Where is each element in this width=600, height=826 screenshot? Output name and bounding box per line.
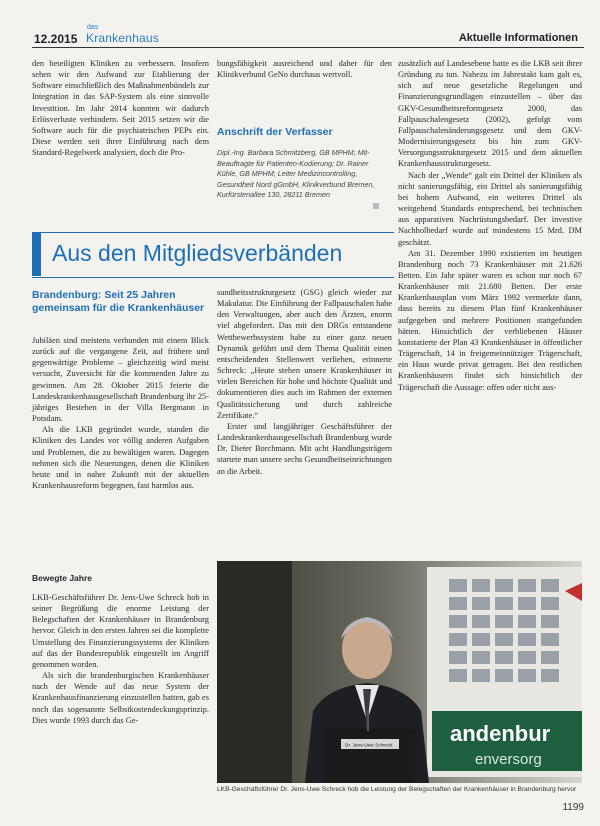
end-marker [373, 203, 379, 209]
section-label: Aktuelle Informationen [458, 32, 578, 44]
paragraph: zusätzlich auf Landesebene hatte es die LKB seit ihrer Gründung zu tun. Nahezu im Jahrestakt kam galt es, sich auf neue gesetzliche Regelungen und Finanzierungsgrundlagen einzustellen – über das GKV-Gesundheitsreformgesetz 2000, das Fallpauschalengesetz (2002), gefolgt vom Fallpauschalenänderungsgesetz und dem GKV-Modernisierungsgesetz bis hin zum GKV-Versorgungsstrukturgesetz 2015 und dem aktuellen Krankenhausstrukturgesetz. [398, 59, 582, 169]
paragraph: Als sich die brandenburgischen Krankenhäuser nach der Wende auf das neue System der Krankenhausfinanzierung einzustellen hatten, gab es noch das sogenannte Selbstkostendeckungsprinzip. Dies wurde 1993 durch das Ge- [32, 671, 209, 725]
header-divider [32, 47, 584, 48]
nameplate: Dr. Jens-Uwe Schreck [345, 743, 393, 749]
author-address: Dipl.-Ing. Barbara Schmitzberg, GB MPHM; Mit-Beauftragte für Patienten-Kodierung; Dr. Rainer Kühle, GB MPHM; Leiter Medizincontrolling, Gesundheit Nord gGmbH, Klinikverbund Bremen, Kurfürstenallee 130, 28211 Bremen [217, 148, 375, 200]
paragraph: Erster und langjähriger Geschäftsführer der Landeskrankenhausgesellschaft Brandenburg wurde Dr. Dieter Borchmann. Mit acht Handlungsträgern startete man unsere sechs Gesundheitseinrichtungen an die Arbeit. [217, 421, 392, 476]
subheading: Bewegte Jahre [32, 573, 92, 583]
author-heading: Anschrift der Verfasser [217, 126, 333, 138]
article-title: Brandenburg: Seit 25 Jahren gemeinsam für die Krankenhäuser [32, 289, 205, 314]
previous-article-col1 [32, 58, 209, 158]
paragraph: LKB-Geschäftsführer Dr. Jens-Uwe Schreck hob in seiner Begrüßung die enorme Leistung der Belegschaften der Krankenhäuser in Brandenburg hervor. Gleich in den ersten Jahren sei die komplette Umstellung des Finanzierungssystems der Kliniken auf das der Bundesrepublik eingestellt im Angriff genommen worden. [32, 593, 209, 669]
paragraph: Als die LKB gegründet wurde, standen die Kliniken des Landes vor völlig anderen Aufgaben und Problemen, die zu bewältigen waren. Dagegen nehmen sich die Neuerungen, denen die Kliniken heute und in naher Zukunft mit der aktuellen Krankenhausreform begegnen, fast harmlos aus. [32, 425, 209, 491]
article-col3 [398, 58, 582, 393]
paragraph: sundheitsstrukturgesetz (GSG) gleich wieder zur Makulatur. Die Einführung der Fallpauschalen habe den Verwaltungen, aber auch den Ärzten, enorm viel abgefordert. Das mit den DRGs entstandene Wettbewerbssystem habe zu einer ganz neuen Dynamik geführt und dem Thema Qualität einen entscheidenden Stellenwert verliehen, erinnerte Schreck: „Heute stehen unsere Krankenhäuser in vielen Bereichen für hohe und höchste Qualität und dokumentieren dies auch im Rahmen der externen Qualitätssicherung und durch zahlreiche Zertifikate.“ [217, 288, 392, 420]
banner-text-2: enversorg [475, 751, 542, 768]
article-col2 [217, 287, 392, 477]
paragraph: bungsfähigkeit ausreichend und daher für den Klinikverbund GeNo durchaus wertvoll. [217, 59, 392, 80]
banner-text: andenbur [450, 721, 551, 746]
logo-prefix: das [87, 24, 99, 31]
photo-caption: LKB-Geschäftsführer Dr. Jens-Uwe Schreck hob die Leistung der Belegschaften der Krankenhäuser in Brandenburg hervor [217, 786, 577, 793]
page-number: 1199 [562, 802, 584, 813]
section-title: Aus den Mitgliedsverbänden [52, 240, 343, 266]
paragraph: Jubiläen sind meistens verbunden mit einem Blick zurück auf die vergangene Zeit, auf frühere und gegenwärtige Probleme – gleichzeitig wird meist versucht, Zuversicht für die kommenden Jahre zu gewinnen. Am 28. Oktober 2015 feierte die Landeskrankenhausgesellschaft Brandenburg ihr 25-jähriges Bestehen in der Villa Bergmann in Potsdam. [32, 336, 209, 424]
paragraph: den beteiligten Kliniken zu verbessern. Insofern sehen wir den Aufwand zur Etablierung der Software einschließlich des Maßnahmenbündels zur Integration in das SAP-System als eine sinnvolle Investition. Im Jahr 2014 konnten wir dadurch Erlösverluste verhindern. Seit 2015 setzen wir die Software auch für die psychiatrischen PEPs ein. Diese werden seit ihrer Einführung nach dem Standard-Regelwerk analysiert, doch die Pro- [32, 59, 209, 158]
paragraph: Nach der „Wende“ galt ein Drittel der Kliniken als nicht sanierungsfähig, ein Drittel als sanierungsfähig bei hohem Aufwand, ein weiteres Drittel als weitgehend Standards entsprechend, bei technischen aus apparativen Nachrüstungsbedarf. Der investive Nachholbedarf wurde auf mindestens 15 Mrd. DM geschätzt. [398, 170, 582, 247]
paragraph: Am 31. Dezember 1990 existierten im heutigen Brandenburg noch 73 Krankenhäuser mit 21.626 Betten. Ein Jahr später waren es schon nur noch 67 Krankenhäuser mit 21.680 Betten. Der erste Krankenhausplan vom März 1992 vermerkte dann, dass bereits zu diesem Plan fünf Krankenhäuser aufgegeben und mehrere Positionen stattgefunden hätten. Hinsichtlich der verbliebenen Häuser konstatierte der Plan 43 Krankenhäuser in öffentlicher Trägerschaft, 14 in freigemeinnütziger Trägerschaft, ein Haus wurde privat getragen. Bei den restlichen Krankenhäusern findet sich hinsichtlich der Trägerschaft die Aussage: offen oder nicht aus- [398, 248, 582, 392]
article-col1 [32, 335, 209, 491]
section-banner-accent [32, 232, 41, 276]
issue-date: 12.2015 [34, 32, 78, 46]
journal-logo: Krankenhaus [86, 31, 159, 45]
article-col1-continued [32, 592, 209, 726]
event-photo [217, 561, 582, 783]
previous-article-col2 [217, 58, 392, 80]
